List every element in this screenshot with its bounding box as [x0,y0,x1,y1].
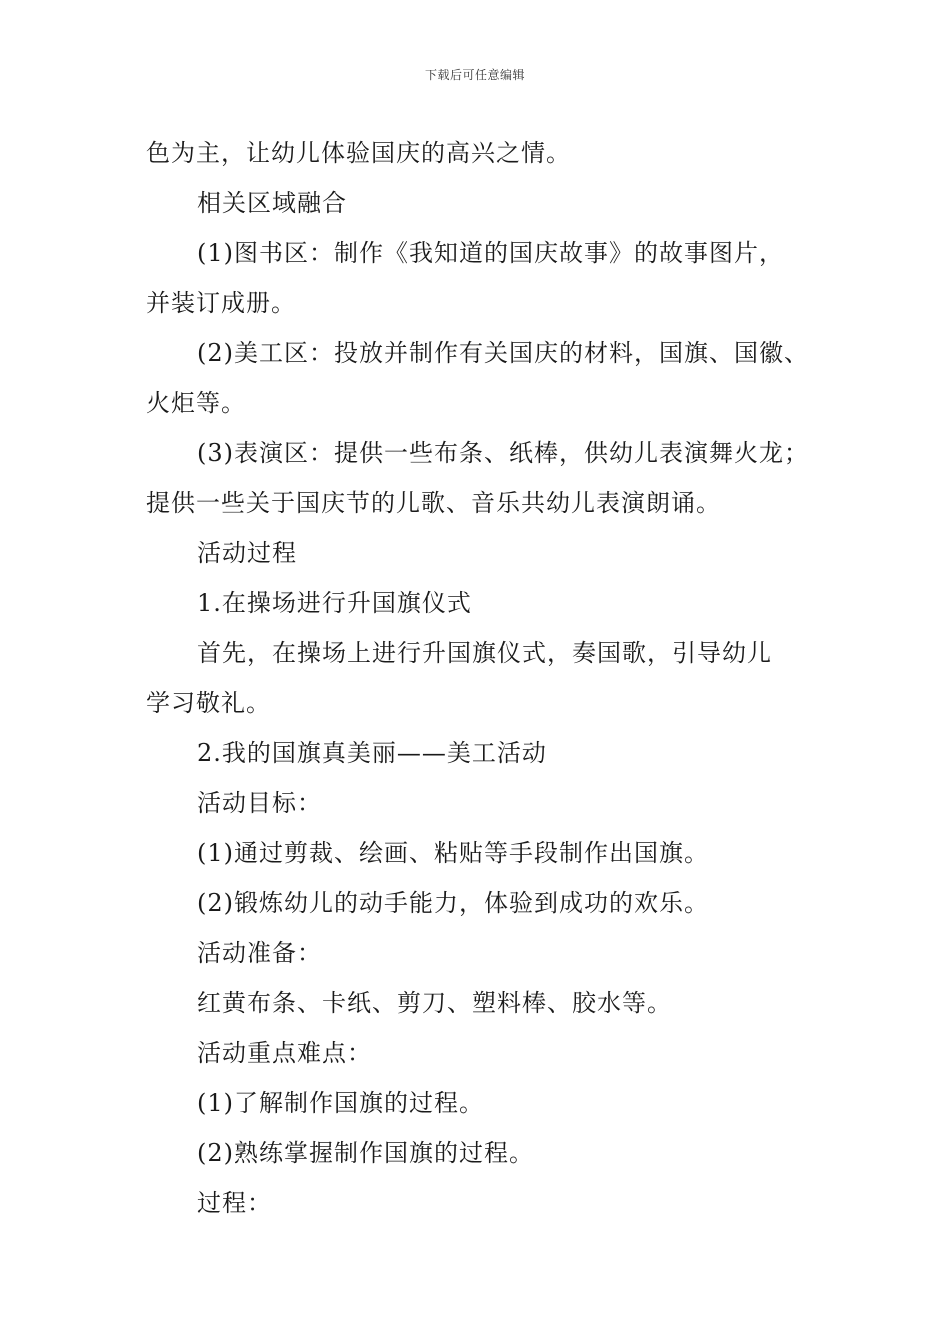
paragraph-line: 红黄布条、卡纸、剪刀、塑料棒、胶水等。 [197,989,672,1017]
paragraph-line: 学习敬礼。 [146,689,271,717]
paragraph-line: 过程： [197,1189,272,1217]
paragraph-line: (3)表演区：提供一些布条、纸棒，供幼儿表演舞火龙； [197,439,809,467]
paragraph-line: (2)美工区：投放并制作有关国庆的材料，国旗、国徽、 [197,339,809,367]
paragraph-line: (2)锻炼幼儿的动手能力，体验到成功的欢乐。 [197,889,709,917]
paragraph-line: 相关区域融合 [197,189,347,217]
paragraph-line: 活动过程 [197,539,297,567]
paragraph-line: 火炬等。 [146,389,246,417]
document-body [146,128,836,1228]
paragraph-line: 首先，在操场上进行升国旗仪式，奏国歌，引导幼儿 [197,639,772,667]
paragraph-line: 1.在操场进行升国旗仪式 [197,589,472,617]
paragraph-line: 提供一些关于国庆节的儿歌、音乐共幼儿表演朗诵。 [146,489,721,517]
paragraph-line: 活动准备： [197,939,322,967]
paragraph-line: 色为主，让幼儿体验国庆的高兴之情。 [146,139,571,167]
paragraph-line: 活动目标： [197,789,322,817]
paragraph-line: (1)图书区：制作《我知道的国庆故事》的故事图片， [197,239,784,267]
paragraph-line: (1)通过剪裁、绘画、粘贴等手段制作出国旗。 [197,839,709,867]
paragraph-line: 并装订成册。 [146,289,296,317]
paragraph-line: (2)熟练掌握制作国旗的过程。 [197,1139,534,1167]
header-note: 下载后可任意编辑 [424,68,525,82]
paragraph-line: 2.我的国旗真美丽——美工活动 [197,739,547,767]
paragraph-line: (1)了解制作国旗的过程。 [197,1089,484,1117]
paragraph-line: 活动重点难点： [197,1039,372,1067]
